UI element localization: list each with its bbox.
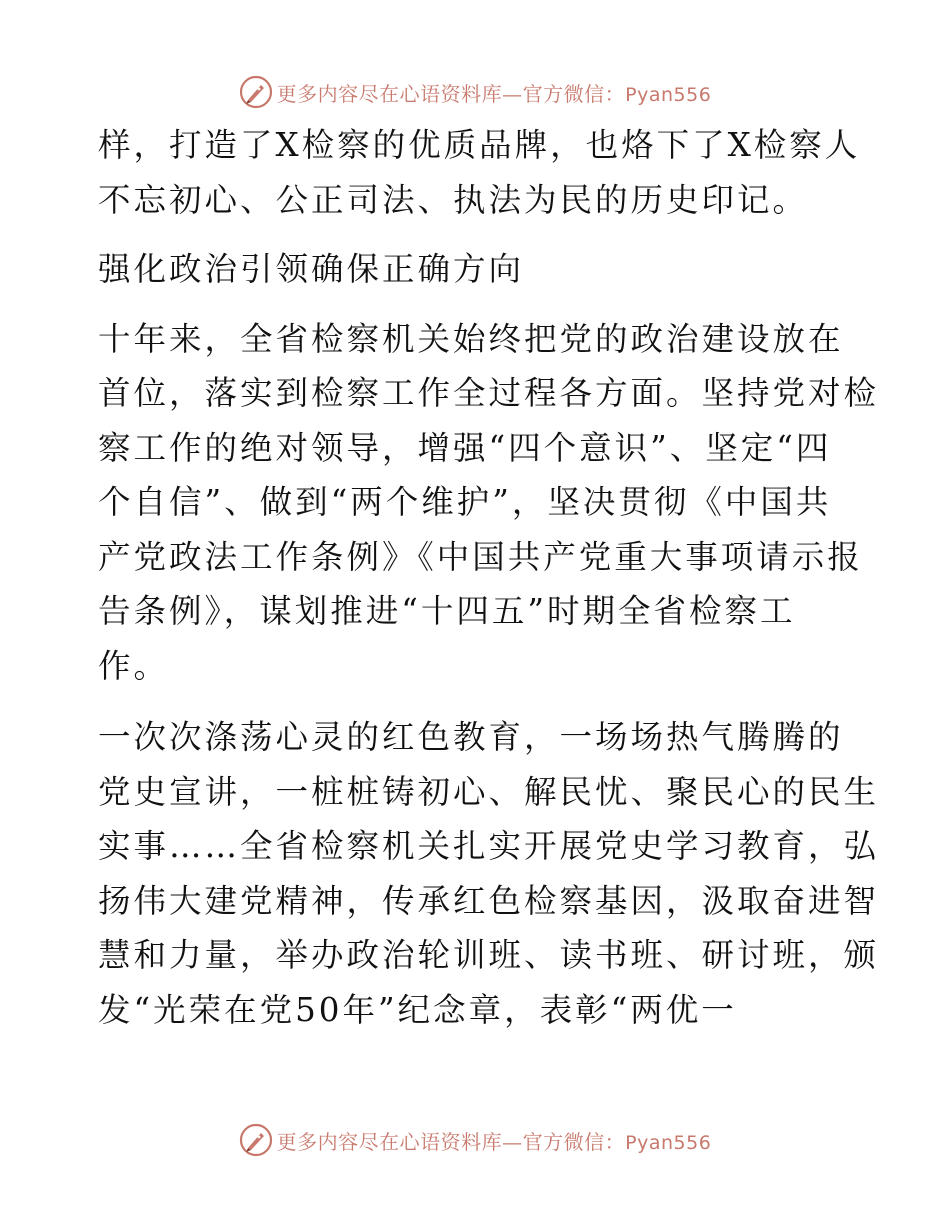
text-line: 十年来，全省检察机关始终把党的政治建设放在: [98, 319, 844, 358]
text-line: 察工作的绝对领导，增强“四个意识”、坚定“四: [98, 428, 832, 467]
text-line: 扬伟大建党精神，传承红色检察基因，汲取奋进智: [98, 881, 880, 920]
text-line: 实事……全省检察机关扎实开展党史学习教育，弘: [98, 827, 880, 865]
text-line: 首位，落实到检察工作全过程各方面。坚持党对检: [98, 374, 880, 412]
text-line: 强化政治引领确保正确方向: [98, 250, 525, 288]
text-line: 一次次涤荡心灵的红色教育，一场场热气腾腾的: [98, 718, 844, 756]
text-line: 告条例》，谋划推进“十四五”时期全省检察工: [98, 592, 796, 630]
text-line: 产党政法工作条例》《中国共产党重大事项请示报: [98, 537, 863, 576]
footer-watermark: [0, 1118, 950, 1162]
paragraph: [98, 118, 868, 227]
text-line: 党史宣讲，一桩桩铸初心、解民忧、聚民心的民生: [98, 772, 880, 811]
paragraph: [98, 710, 880, 1037]
document-body: [98, 118, 880, 1037]
pen-logo-icon: [239, 75, 273, 109]
section-heading: [98, 242, 868, 297]
watermark-text: 更多内容尽在心语资料库—官方微信：Pyan556: [276, 81, 712, 106]
text-line: 发“光荣在党50年”纪念章，表彰“两优一: [98, 990, 737, 1029]
text-line: 个自信”、做到“两个维护”，坚决贯彻《中国共: [98, 483, 832, 521]
watermark-text: 更多内容尽在心语资料库—官方微信：Pyan556: [276, 1129, 712, 1154]
text-line: 作。: [98, 646, 170, 685]
text-line: 样，打造了X检察的优质品牌，也烙下了X检察人: [98, 126, 861, 164]
paragraph: [98, 312, 880, 694]
header-watermark: [0, 70, 950, 114]
text-line: 慧和力量，举办政治轮训班、读书班、研讨班，颁: [98, 936, 880, 974]
pen-logo-icon: [239, 1123, 273, 1157]
text-line: 不忘初心、公正司法、执法为民的历史印记。: [98, 180, 809, 219]
